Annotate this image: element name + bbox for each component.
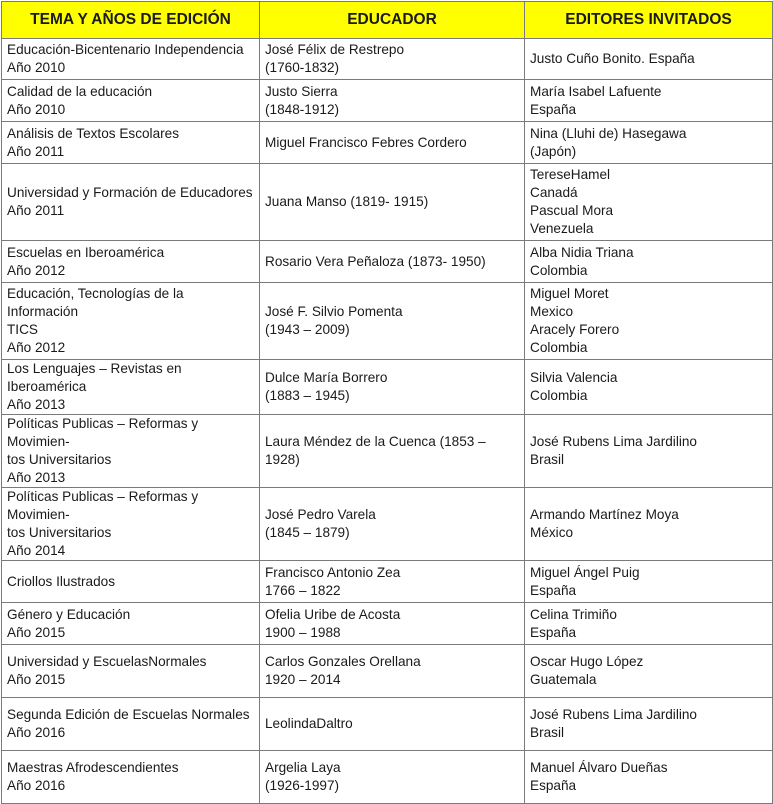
cell-tema: Universidad y EscuelasNormales Año 2015 <box>2 645 260 698</box>
table-row <box>2 39 773 80</box>
cell-educador: Carlos Gonzales Orellana 1920 – 2014 <box>260 645 525 698</box>
cell-editores: María Isabel Lafuente España <box>525 80 773 122</box>
cell-editores: Miguel Moret Mexico Aracely Forero Colombia <box>525 283 773 360</box>
table-row <box>2 164 773 241</box>
table-row <box>2 603 773 645</box>
cell-tema: Segunda Edición de Escuelas Normales Año 2016 <box>2 698 260 751</box>
cell-editores: José Rubens Lima Jardilino Brasil <box>525 415 773 488</box>
cell-editores: Alba Nidia Triana Colombia <box>525 241 773 283</box>
cell-editores: Oscar Hugo López Guatemala <box>525 645 773 698</box>
cell-tema: Políticas Publicas – Reformas y Movimien- tos Universitarios Año 2014 <box>2 488 260 561</box>
table-row <box>2 241 773 283</box>
cell-educador: José Félix de Restrepo (1760-1832) <box>260 39 525 80</box>
header-educador: EDUCADOR <box>260 2 525 39</box>
cell-editores: Armando Martínez Moya México <box>525 488 773 561</box>
cell-educador: Ofelia Uribe de Acosta 1900 – 1988 <box>260 603 525 645</box>
table-row <box>2 645 773 698</box>
cell-educador: Miguel Francisco Febres Cordero <box>260 122 525 164</box>
cell-educador: José F. Silvio Pomenta (1943 – 2009) <box>260 283 525 360</box>
cell-educador: LeolindaDaltro <box>260 698 525 751</box>
cell-tema: Calidad de la educación Año 2010 <box>2 80 260 122</box>
cell-tema: Políticas Publicas – Reformas y Movimien- tos Universitarios Año 2013 <box>2 415 260 488</box>
cell-editores: Miguel Ángel Puig España <box>525 561 773 603</box>
cell-tema: Género y Educación Año 2015 <box>2 603 260 645</box>
cell-educador: Argelia Laya (1926-1997) <box>260 751 525 804</box>
cell-educador: Dulce María Borrero (1883 – 1945) <box>260 360 525 415</box>
table-row <box>2 80 773 122</box>
table-row <box>2 561 773 603</box>
header-tema: TEMA Y AÑOS DE EDICIÓN <box>2 2 260 39</box>
header-editores: EDITORES INVITADOS <box>525 2 773 39</box>
cell-tema: Análisis de Textos Escolares Año 2011 <box>2 122 260 164</box>
table-row <box>2 488 773 561</box>
table-row <box>2 360 773 415</box>
table-row <box>2 751 773 804</box>
cell-editores: José Rubens Lima Jardilino Brasil <box>525 698 773 751</box>
cell-editores: Silvia Valencia Colombia <box>525 360 773 415</box>
table-row <box>2 122 773 164</box>
editions-table <box>1 1 773 804</box>
cell-educador: Justo Sierra (1848-1912) <box>260 80 525 122</box>
cell-editores: Justo Cuño Bonito. España <box>525 39 773 80</box>
cell-editores: Nina (Lluhi de) Hasegawa (Japón) <box>525 122 773 164</box>
cell-tema: Educación, Tecnologías de la Información TICS Año 2012 <box>2 283 260 360</box>
cell-tema: Maestras Afrodescendientes Año 2016 <box>2 751 260 804</box>
table-row <box>2 698 773 751</box>
table-row <box>2 283 773 360</box>
cell-editores: Manuel Álvaro Dueñas España <box>525 751 773 804</box>
header-row <box>2 2 773 39</box>
cell-educador: Juana Manso (1819- 1915) <box>260 164 525 241</box>
table-row <box>2 415 773 488</box>
cell-editores: Celina Trimiño España <box>525 603 773 645</box>
cell-tema: Los Lenguajes – Revistas en Iberoamérica Año 2013 <box>2 360 260 415</box>
cell-tema: Criollos Ilustrados <box>2 561 260 603</box>
cell-editores: TereseHamel Canadá Pascual Mora Venezuela <box>525 164 773 241</box>
cell-tema: Educación-Bicentenario Independencia Año 2010 <box>2 39 260 80</box>
table-body <box>2 39 773 804</box>
cell-tema: Escuelas en Iberoamérica Año 2012 <box>2 241 260 283</box>
cell-tema: Universidad y Formación de Educadores Año 2011 <box>2 164 260 241</box>
cell-educador: Rosario Vera Peñaloza (1873- 1950) <box>260 241 525 283</box>
cell-educador: José Pedro Varela (1845 – 1879) <box>260 488 525 561</box>
cell-educador: Francisco Antonio Zea 1766 – 1822 <box>260 561 525 603</box>
cell-educador: Laura Méndez de la Cuenca (1853 – 1928) <box>260 415 525 488</box>
